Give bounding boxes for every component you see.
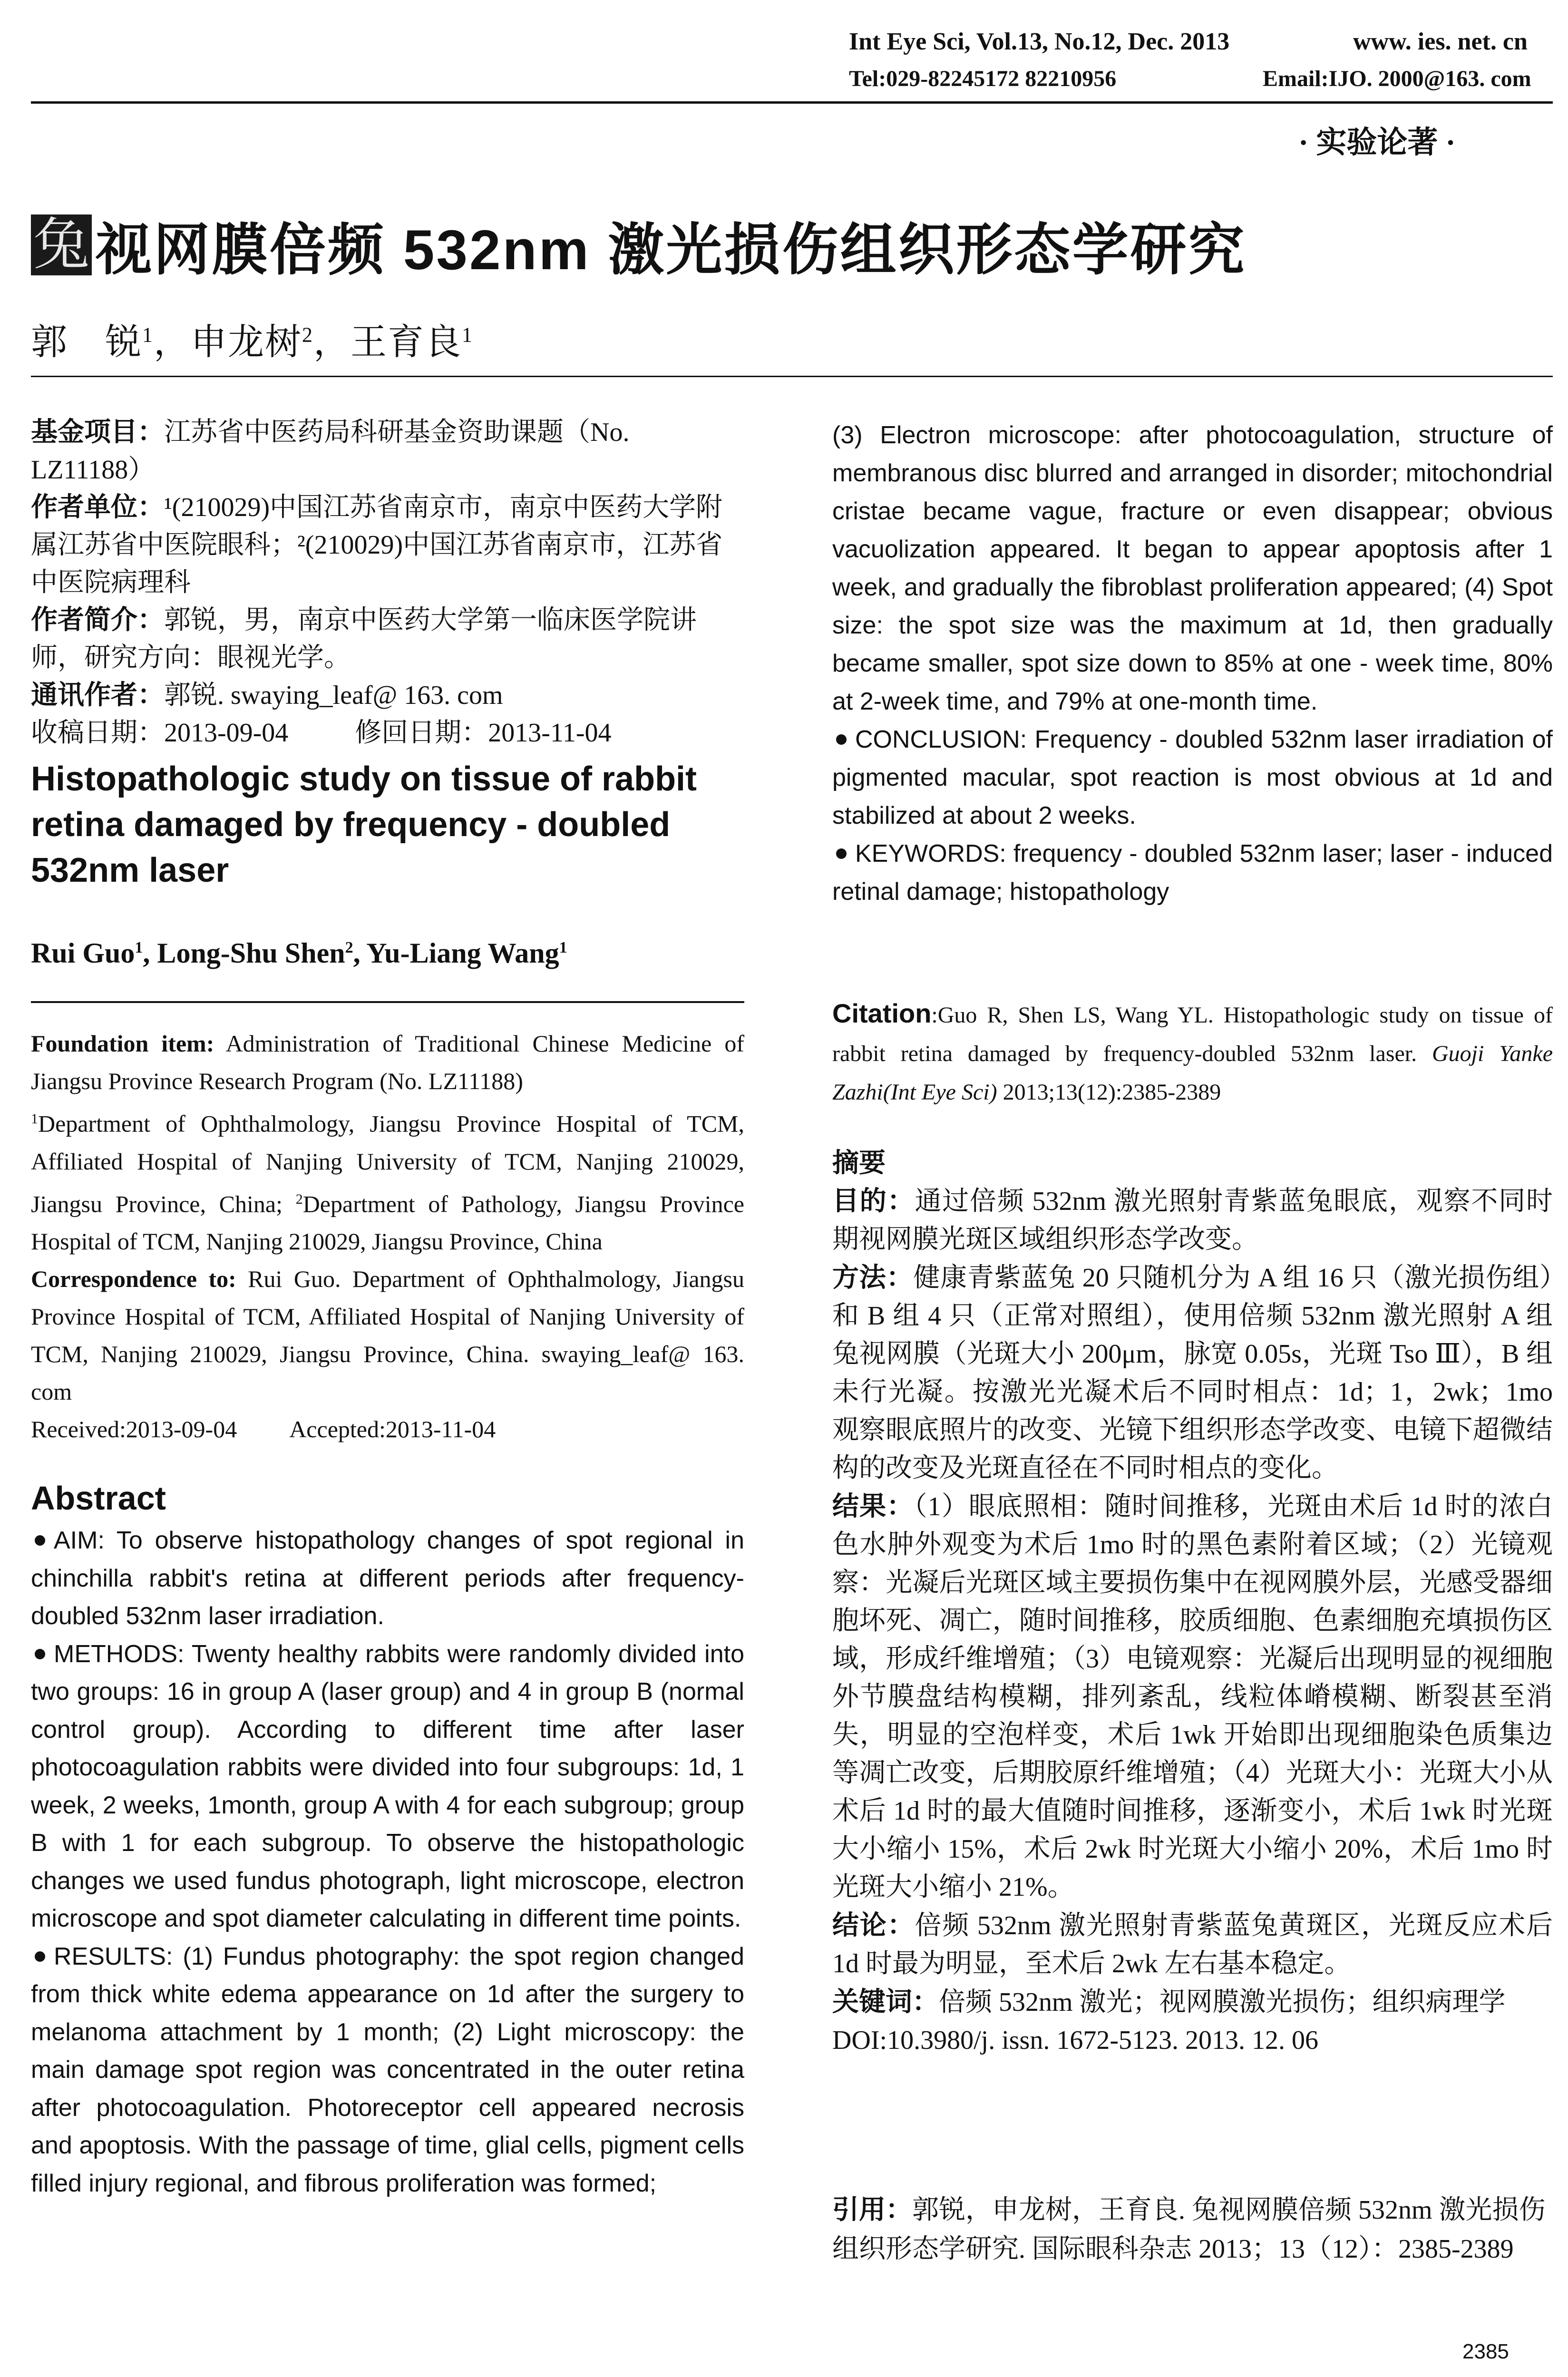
title-rule xyxy=(31,376,1553,377)
bullet-icon xyxy=(35,1649,45,1659)
citation-text: :Guo R, Shen LS, Wang YL. Histopathologic study on tissue of rabbit retina damaged by frequency-doubled 532nm laser. xyxy=(832,1003,1553,1066)
text: （1）眼底照相：随时间推移，光斑由术后 1d 时的浓白色水肿外观变为术后 1mo 时的黑色素附着区域；（2）光镜观察：光凝后光斑区域主要损伤集中在视网膜外层，光感受器细胞坏死、凋亡，随时间推移，胶质细胞、色素细胞充填损伤区域，形成纤维增殖；（3）电镜观察：光凝后出现明显的视细胞外节膜盘结构模糊，排列紊乱，线粒体嵴模糊、断裂甚至消失，明显的空泡样变，术后 1wk 开始即出现细胞染色质集边等凋亡改变，后期胶原纤维增殖；（4）光斑大小：光斑大小从术后 1d 时的最大值随时间推移，逐渐变小，术后 1wk 时光斑大小缩小 15%，术后 2wk 时光斑大小缩小 20%，术后 1mo 时光斑大小缩小 21%。 xyxy=(832,1492,1553,1902)
journal-info: Int Eye Sci, Vol.13, No.12, Dec. 2013 xyxy=(849,28,1230,55)
correspondence-text: Rui Guo. Department of Ophthalmology, Jiangsu Province Hospital of TCM, Affiliated Hospital of Nanjing University of TCM, Nanjing 210029, Jiangsu Province, China. swaying_leaf@ 163. com xyxy=(31,1266,744,1405)
bio-text: 郭锐，男，南京中医药大学第一临床医学院讲师，研究方向：眼视光学。 xyxy=(31,605,697,672)
affiliation-mark: 2 xyxy=(295,1191,303,1207)
text: 倍频 532nm 激光照射青紫蓝兔黄斑区，光斑反应术后 1d 时最为明显，至术后 2wk 左右基本稳定。 xyxy=(832,1911,1553,1978)
bio-label: 作者简介： xyxy=(31,605,164,635)
accepted-date: Accepted:2013-11-04 xyxy=(289,1416,496,1443)
abstract-heading: Abstract xyxy=(31,1480,166,1517)
corr-text[interactable]: 郭锐. swaying_leaf@ 163. com xyxy=(164,681,503,710)
cn-conclusion xyxy=(832,1906,1553,1983)
bullet-icon xyxy=(35,1535,45,1546)
fund-line xyxy=(31,414,744,489)
affiliation-mark: 1 xyxy=(135,939,143,956)
cn-methods xyxy=(832,1258,1553,1487)
en-dates-line xyxy=(31,1411,744,1448)
cn-info-block xyxy=(31,414,744,752)
correspondence xyxy=(31,1260,744,1411)
abstract-right xyxy=(832,416,1553,911)
affiliation-mark: 1 xyxy=(31,1111,38,1127)
text: 倍频 532nm 激光；视网膜激光损伤；组织病理学 xyxy=(939,1987,1506,2017)
cn-aim xyxy=(832,1182,1553,1258)
bullet-icon xyxy=(35,1951,45,1962)
label: 结论： xyxy=(832,1910,915,1940)
author-name: , Long-Shu Shen xyxy=(143,937,345,969)
abstract-keywords xyxy=(832,835,1553,911)
received-date: Received:2013-09-04 xyxy=(31,1416,237,1443)
results-text: RESULTS: (1) Fundus photography: the spot region changed from thick white edema appearance on 1d after the surgery to melanoma attachment by 1 month; (2) Light microscopy: the main damage spot region was concentrated in the outer retina after photocoagulation. Photoreceptor cell appeared necrosis and apoptosis. With the passage of time, glial cells, pigment cells filled injury regional, and fibrous proliferation was formed; xyxy=(31,1942,744,2197)
author-name: 申龙树 xyxy=(191,322,302,362)
author-name: Rui Guo xyxy=(31,937,135,969)
foundation-item xyxy=(31,1025,744,1100)
authors-rule xyxy=(31,1001,744,1003)
unit-text: ¹(210029)中国江苏省南京市，南京中医药大学附属江苏省中医院眼科；²(210029)中国江苏省南京市，江苏省中医院病理科 xyxy=(31,493,723,597)
received-date: 收稿日期：2013-09-04 xyxy=(31,718,289,748)
foundation-text: Administration of Traditional Chinese Medicine of Jiangsu Province Research Program (No. LZ11188) xyxy=(31,1030,744,1094)
label: 目的： xyxy=(832,1186,915,1216)
author-name: , Yu-Liang Wang xyxy=(353,937,559,969)
foundation-label: Foundation item: xyxy=(31,1030,214,1057)
author-name: 王育良 xyxy=(351,322,462,362)
citation-tail: 2013;13(12):2385-2389 xyxy=(997,1080,1221,1105)
foundation-block xyxy=(31,1025,744,1448)
fund-label: 基金项目： xyxy=(31,418,164,447)
separator: ， xyxy=(154,322,191,362)
journal-website[interactable]: www. ies. net. cn xyxy=(1353,28,1528,55)
journal-header xyxy=(31,19,1553,100)
authors-cn xyxy=(31,313,473,365)
text: 通过倍频 532nm 激光照射青紫蓝兔眼底，观察不同时期视网膜光斑区域组织形态学改变。 xyxy=(832,1187,1553,1254)
abstract-results-cont: (3) Electron microscope: after photocoagulation, structure of membranous disc blurred and arranged in disorder; mitochondrial cristae became vague, fracture or even disappear; obvious vacuolization appeared. It began to appear apoptosis after 1 week, and gradually the fibroblast proliferation appeared; (4) Spot size: the spot size was the maximum at 1d, then gradually became smaller, spot size down to 85% at one - week time, 80% at 2-week time, and 79% at one-month time. xyxy=(832,421,1553,715)
bio-line xyxy=(31,602,744,677)
page-number: 2385 xyxy=(1462,2340,1509,2363)
article-title xyxy=(31,205,1247,282)
abstract-left xyxy=(31,1522,744,2202)
cn-abstract xyxy=(832,1144,1553,2059)
cn-keywords xyxy=(832,1983,1553,2021)
cn-doi[interactable]: DOI:10.3980/j. issn. 1672-5123. 2013. 12. 06 xyxy=(832,2026,1318,2055)
unit-label: 作者单位： xyxy=(31,493,164,522)
cn-citation xyxy=(832,2190,1553,2269)
title-boxed-char: 兔 xyxy=(31,214,92,275)
cn-results xyxy=(832,1487,1553,1906)
affiliation-1: Department of Ophthalmology, Jiangsu Province Hospital of TCM, Affiliated Hospital of Nanjing University of TCM, Nanjing 210029, Jiangsu Province, China; xyxy=(31,1110,744,1218)
cn-abstract-heading: 摘要 xyxy=(832,1148,886,1178)
author-name: 郭 锐 xyxy=(31,322,142,362)
fund-text: 江苏省中医药局科研基金资助课题（No. LZ11188） xyxy=(31,418,630,485)
affiliation-2: Department of Pathology, Jiangsu Province Hospital of TCM, Nanjing 210029, Jiangsu Province, China xyxy=(31,1190,744,1255)
corr-line xyxy=(31,677,744,714)
keywords-text: KEYWORDS: frequency - doubled 532nm laser; laser - induced retinal damage; histopathology xyxy=(832,840,1553,906)
abstract-results xyxy=(31,1938,744,2203)
bullet-icon xyxy=(836,848,847,859)
journal-email[interactable]: Email:IJO. 2000@163. com xyxy=(1263,66,1531,91)
bullet-icon xyxy=(836,734,847,745)
authors-en xyxy=(31,937,567,970)
methods-text: METHODS: Twenty healthy rabbits were randomly divided into two groups: 16 in group A (laser group) and 4 in group B (normal control group). According to different time after laser photocoagulation rabbits were divided into four subgroups: 1d, 1 week, 2 weeks, 1month, group A with 4 for each subgroup; group B with 1 for each subgroup. To observe the histopathologic changes we used fundus photograph, light microscope, electron microscope and spot diameter calculating in different time points. xyxy=(31,1640,744,1932)
aim-text: AIM: To observe histopathology changes of spot regional in chinchilla rabbit's retina at different periods after frequency-doubled 532nm laser irradiation. xyxy=(31,1527,744,1630)
separator: ， xyxy=(313,322,351,362)
section-label: · 实验论著 · xyxy=(1298,126,1456,159)
affiliation-mark: 2 xyxy=(345,939,353,956)
abstract-conclusion xyxy=(832,721,1553,835)
label: 结果： xyxy=(832,1491,914,1521)
journal-tel: Tel:029-82245172 82210956 xyxy=(849,66,1117,91)
unit-line xyxy=(31,489,744,602)
cn-citation-label: 引用： xyxy=(832,2194,912,2224)
abstract-aim xyxy=(31,1522,744,1636)
header-rule xyxy=(31,101,1553,104)
affiliation-mark: 2 xyxy=(302,323,313,347)
text: 健康青紫蓝兔 20 只随机分为 A 组 16 只（激光损伤组）和 B 组 4 只（正常对照组），使用倍频 532nm 激光照射 A 组兔视网膜（光斑大小 200μm，脉宽 0.05s，光斑 Tso Ⅲ），B 组未行光凝。按激光光凝术后不同时相点：1d；1，2wk；1mo 观察眼底照片的改变、光镜下组织形态学改变、电镜下超微结构的改变及光斑直径在不同时相点的变化。 xyxy=(832,1263,1553,1483)
citation-label: Citation xyxy=(832,998,932,1028)
cn-citation-text: 郭锐，申龙树，王育良. 兔视网膜倍频 532nm 激光损伤组织形态学研究. 国际眼科杂志 2013；13（12）：2385-2389 xyxy=(832,2195,1546,2264)
conclusion-text: CONCLUSION: Frequency - doubled 532nm laser irradiation of pigmented macular, spot reaction is most obvious at 1d and stabilized at about 2 weeks. xyxy=(832,726,1553,829)
label: 关键词： xyxy=(832,1987,939,2017)
affiliation-mark: 1 xyxy=(559,939,567,956)
affiliations xyxy=(31,1100,744,1260)
english-title: Histopathologic study on tissue of rabbit retina damaged by frequency - doubled 532nm laser xyxy=(31,760,697,889)
citation-journal: Guoji Yanke Zazhi(Int Eye Sci) xyxy=(832,1041,1553,1105)
title-text: 视网膜倍频 532nm 激光损伤组织形态学研究 xyxy=(96,219,1247,282)
corr-label: 通讯作者： xyxy=(31,681,164,710)
abstract-methods xyxy=(31,1636,744,1938)
label: 方法： xyxy=(832,1262,914,1292)
correspondence-label: Correspondence to: xyxy=(31,1266,236,1293)
dates-line xyxy=(31,714,744,752)
citation-block xyxy=(832,994,1553,1111)
revised-date: 修回日期：2013-11-04 xyxy=(355,718,612,748)
affiliation-mark: 1 xyxy=(462,323,473,347)
affiliation-mark: 1 xyxy=(142,323,154,347)
